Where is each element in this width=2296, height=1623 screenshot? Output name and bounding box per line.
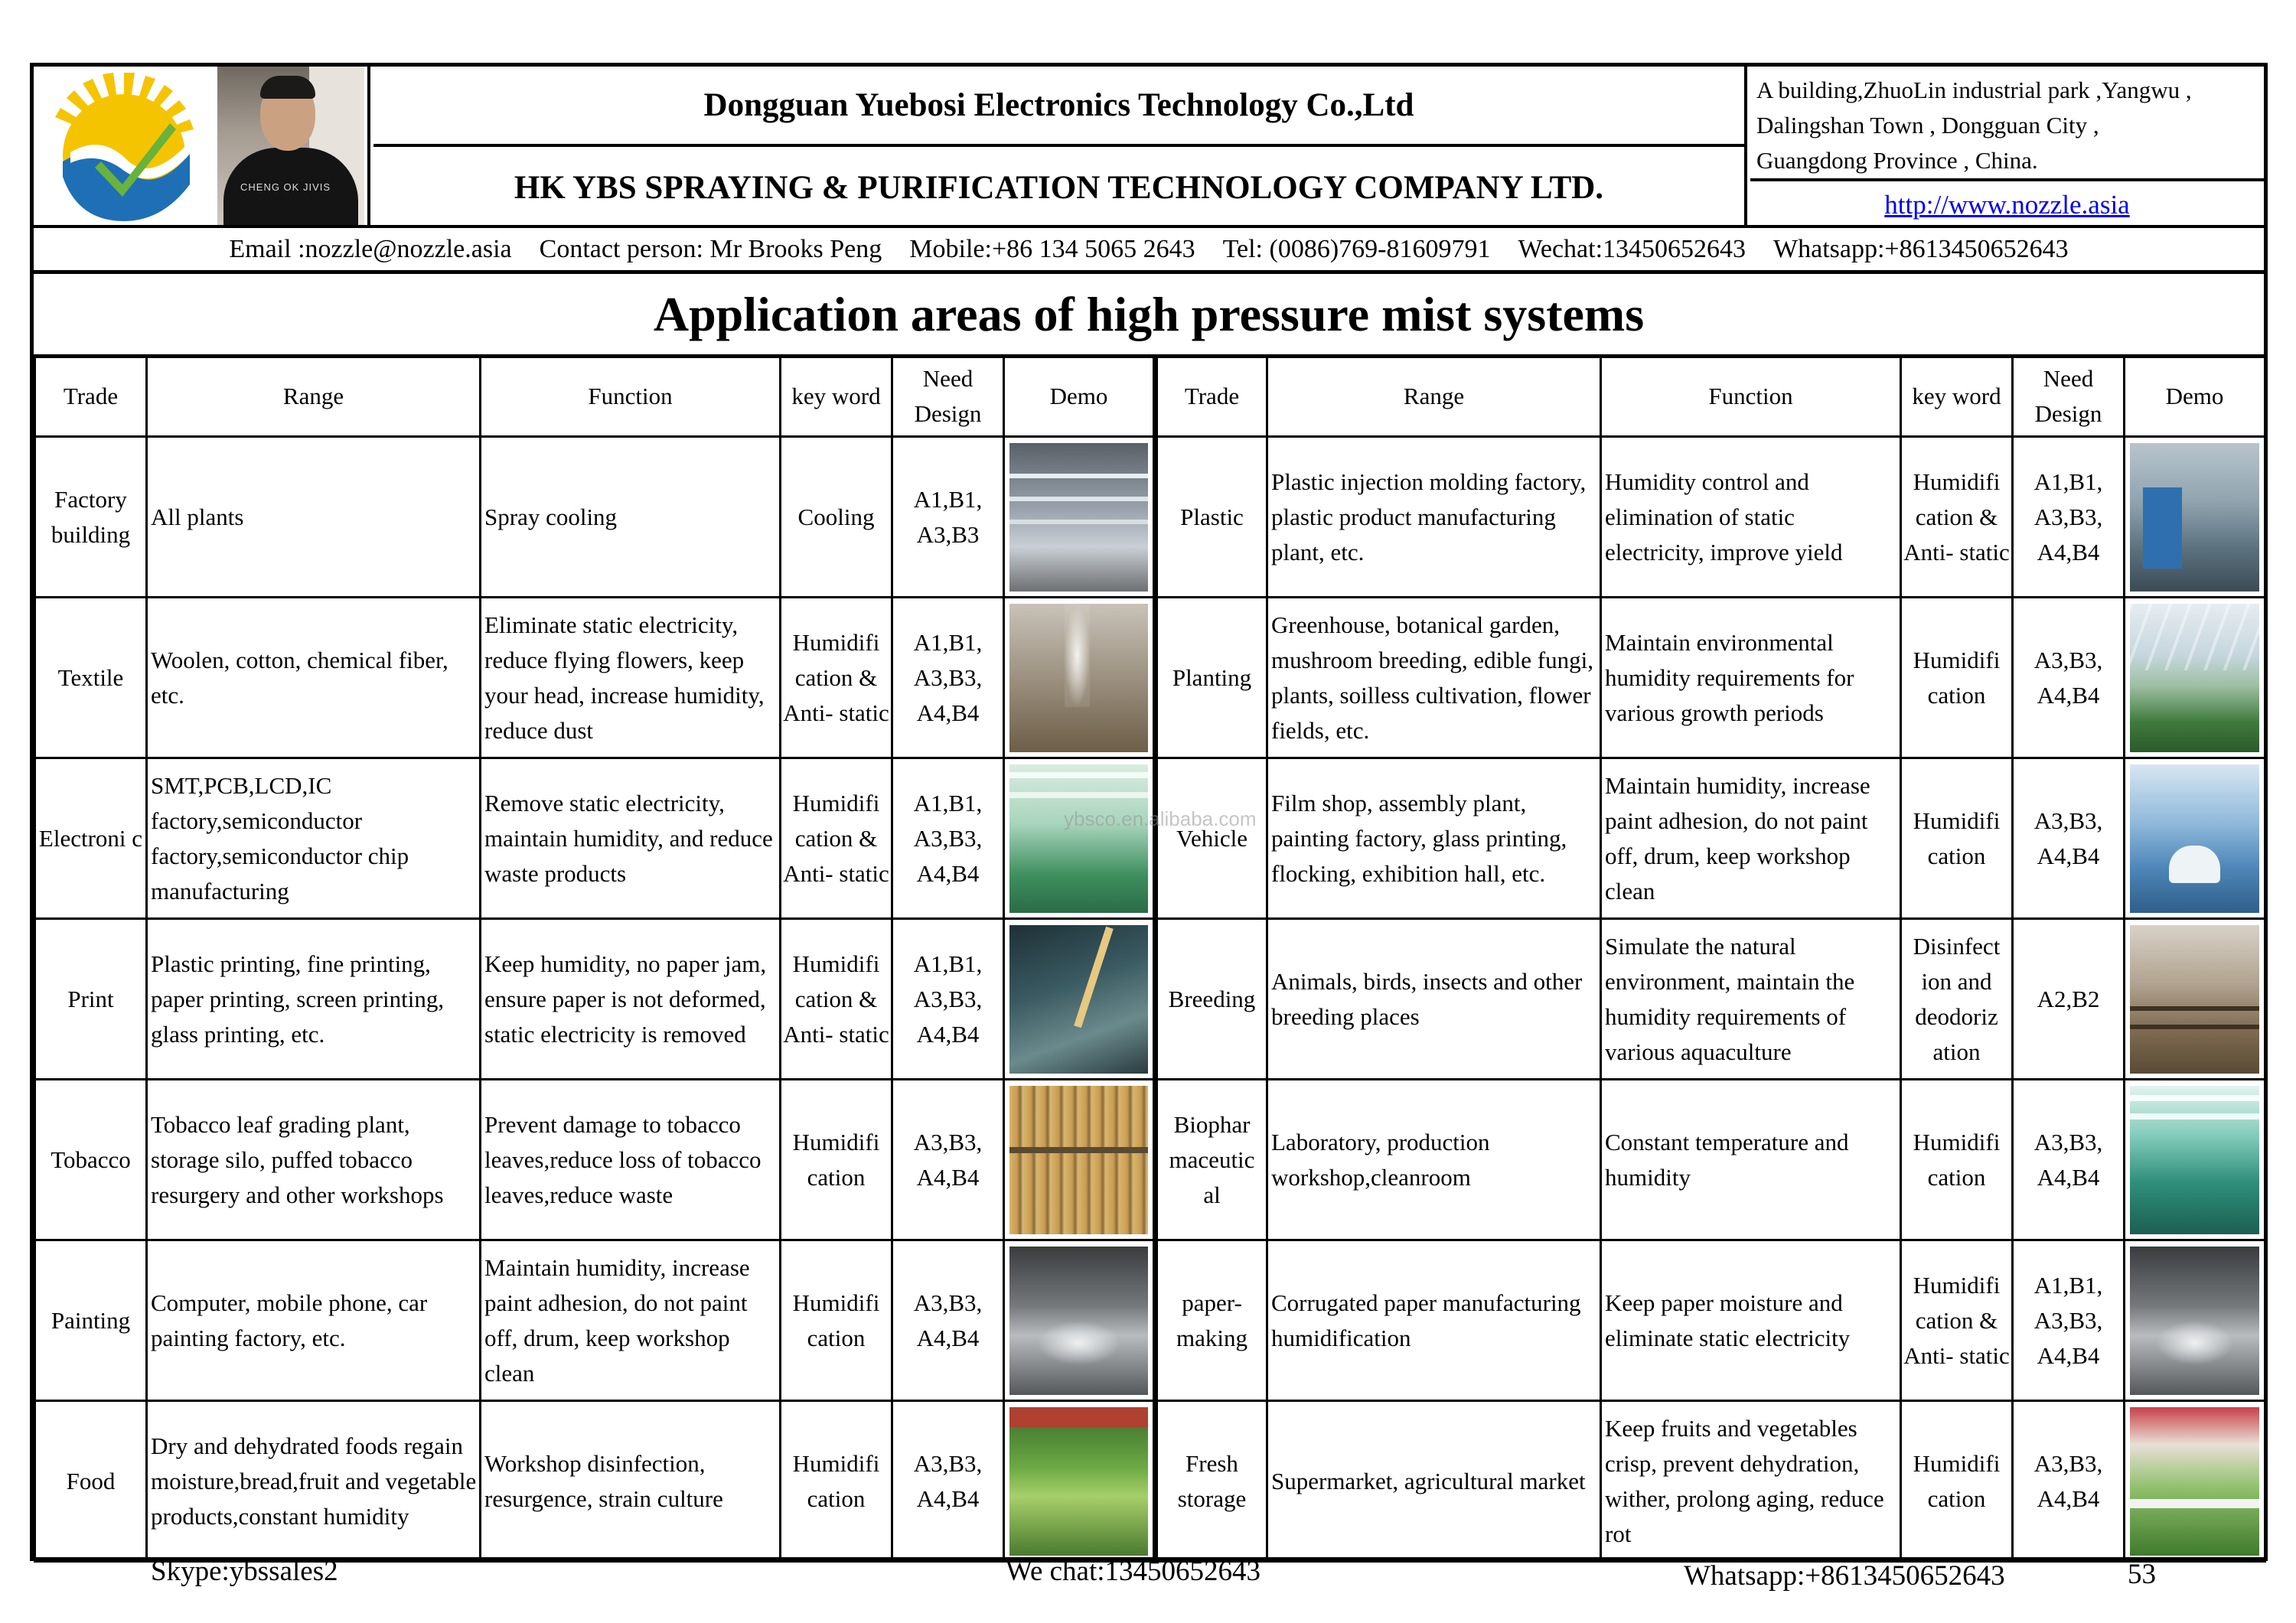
table-row: [35, 758, 2265, 919]
demo-cell: [2125, 919, 2265, 1080]
painting-photo-icon: [1009, 1247, 1148, 1395]
keyword-cell: Humidifi cation: [1901, 758, 2013, 919]
print-photo-icon: [1009, 925, 1148, 1074]
demo-cell: [1004, 919, 1156, 1080]
design-cell: A1,B1, A3,B3, A4,B4: [892, 919, 1004, 1080]
design-cell: A3,B3, A4,B4: [892, 1240, 1004, 1401]
contact-person-photo: [217, 67, 364, 225]
function-cell: Workshop disinfection, resurgence, strain culture: [481, 1401, 781, 1562]
range-cell: Laboratory, production workshop,cleanroom: [1267, 1080, 1601, 1240]
contact-bar: [34, 228, 2264, 274]
demo-cell: [1004, 437, 1156, 598]
company-name-hk: HK YBS SPRAYING & PURIFICATION TECHNOLOGY COMPANY LTD.: [373, 147, 1747, 228]
design-cell: A3,B3, A4,B4: [892, 1080, 1004, 1240]
trade-cell: Print: [35, 919, 147, 1080]
design-cell: A3,B3, A4,B4: [2013, 1080, 2125, 1240]
header-design: Need Design: [892, 356, 1004, 437]
demo-cell: [2125, 1080, 2265, 1240]
header-demo: Demo: [1004, 356, 1156, 437]
header-function: Function: [1601, 356, 1901, 437]
function-cell: Keep fruits and vegetables crisp, prevent dehydration, wither, prolong aging, reduce rot: [1601, 1401, 1901, 1562]
function-cell: Humidity control and elimination of static electricity, improve yield: [1601, 437, 1901, 598]
function-cell: Constant temperature and humidity: [1601, 1080, 1901, 1240]
header-trade: Trade: [1156, 356, 1267, 437]
company-address: [1750, 67, 2264, 181]
tobacco-photo-icon: [1009, 1086, 1148, 1234]
trade-cell: Factory building: [35, 437, 147, 598]
company-logo-icon: [47, 70, 201, 223]
trade-cell: Food: [35, 1401, 147, 1562]
trade-cell: Textile: [35, 598, 147, 758]
application-table: [34, 354, 2266, 1563]
function-cell: Keep humidity, no paper jam, ensure paper is not deformed, static electricity is removed: [481, 919, 781, 1080]
table-row: [35, 1080, 2265, 1240]
website-link[interactable]: http://www.nozzle.asia: [1884, 189, 2130, 220]
range-cell: Computer, mobile phone, car painting factory, etc.: [147, 1240, 481, 1401]
keyword-cell: Humidifi cation: [1901, 1080, 2013, 1240]
trade-cell: Fresh storage: [1156, 1401, 1267, 1562]
breeding-photo-icon: [2130, 925, 2259, 1074]
table-row: [35, 1240, 2265, 1401]
trade-cell: Electroni c: [35, 758, 147, 919]
function-cell: Simulate the natural environment, maintain the humidity requirements of various aquaculture: [1601, 919, 1901, 1080]
demo-cell: [2125, 1240, 2265, 1401]
trade-cell: paper- making: [1156, 1240, 1267, 1401]
range-cell: Corrugated paper manufacturing humidification: [1267, 1240, 1601, 1401]
header-function: Function: [481, 356, 781, 437]
page-number: 53: [2128, 1559, 2156, 1590]
range-cell: Plastic injection molding factory, plastic product manufacturing plant, etc.: [1267, 437, 1601, 598]
footer-skype: Skype:ybssales2: [151, 1556, 338, 1587]
trade-cell: Breeding: [1156, 919, 1267, 1080]
food-photo-icon: [1009, 1407, 1148, 1556]
table-row: [35, 1401, 2265, 1562]
demo-cell: [1004, 598, 1156, 758]
keyword-cell: Humidifi cation & Anti- static: [781, 758, 892, 919]
trade-cell: Plastic: [1156, 437, 1267, 598]
factory-photo-icon: [1009, 443, 1148, 592]
range-cell: Greenhouse, botanical garden, mushroom breeding, edible fungi, plants, soilless cultivation, flower fields, etc.: [1267, 598, 1601, 758]
keyword-cell: Humidifi cation & Anti- static: [1901, 1240, 2013, 1401]
design-cell: A1,B1, A3,B3: [892, 437, 1004, 598]
plastic-photo-icon: [2130, 443, 2259, 592]
demo-cell: [2125, 758, 2265, 919]
header-keyword: key word: [781, 356, 892, 437]
header-keyword: key word: [1901, 356, 2013, 437]
keyword-cell: Humidifi cation: [781, 1401, 892, 1562]
header-design: Need Design: [2013, 356, 2125, 437]
trade-cell: Painting: [35, 1240, 147, 1401]
function-cell: Maintain humidity, increase paint adhesion, do not paint off, drum, keep workshop clean: [481, 1240, 781, 1401]
range-cell: Film shop, assembly plant, painting factory, glass printing, flocking, exhibition hall, etc.: [1267, 758, 1601, 919]
range-cell: Woolen, cotton, chemical fiber, etc.: [147, 598, 481, 758]
contact-tel: Tel: (0086)769-81609791: [1222, 234, 1491, 263]
demo-cell: [1004, 1080, 1156, 1240]
contact-whatsapp: Whatsapp:+8613450652643: [1773, 234, 2069, 263]
range-cell: Plastic printing, fine printing, paper printing, screen printing, glass printing, etc.: [147, 919, 481, 1080]
demo-cell: [1004, 758, 1156, 919]
watermark: ybsco.en.alibaba.com: [1064, 807, 1257, 830]
function-cell: Prevent damage to tobacco leaves,reduce loss of tobacco leaves,reduce waste: [481, 1080, 781, 1240]
keyword-cell: Humidifi cation: [1901, 1401, 2013, 1562]
keyword-cell: Disinfect ion and deodoriz ation: [1901, 919, 2013, 1080]
demo-cell: [2125, 1401, 2265, 1562]
design-cell: A1,B1, A3,B3, A4,B4: [2013, 437, 2125, 598]
keyword-cell: Humidifi cation & Anti- static: [781, 919, 892, 1080]
function-cell: Eliminate static electricity, reduce flying flowers, keep your head, increase humidity, reduce dust: [481, 598, 781, 758]
keyword-cell: Cooling: [781, 437, 892, 598]
table-header-row: [35, 356, 2265, 437]
address-line: Dalingshan Town , Dongguan City ,: [1756, 112, 2099, 139]
design-cell: A3,B3, A4,B4: [2013, 598, 2125, 758]
demo-cell: [2125, 598, 2265, 758]
vehicle-photo-icon: [2130, 764, 2259, 913]
design-cell: A1,B1, A3,B3, A4,B4: [892, 598, 1004, 758]
contact-person: Contact person: Mr Brooks Peng: [539, 234, 882, 263]
table-row: [35, 598, 2265, 758]
function-cell: Remove static electricity, maintain humidity, and reduce waste products: [481, 758, 781, 919]
demo-cell: [2125, 437, 2265, 598]
range-cell: SMT,PCB,LCD,IC factory,semiconductor factory,semiconductor chip manufacturing: [147, 758, 481, 919]
keyword-cell: Humidifi cation & Anti- static: [1901, 437, 2013, 598]
company-name-cn: Dongguan Yuebosi Electronics Technology Co.,Ltd: [373, 67, 1747, 147]
letterhead: [34, 67, 2264, 228]
range-cell: All plants: [147, 437, 481, 598]
footer-wechat: We chat:13450652643: [1006, 1556, 1261, 1587]
trade-cell: Vehicle: [1156, 758, 1267, 919]
planting-photo-icon: [2130, 604, 2259, 752]
fresh-storage-photo-icon: [2130, 1407, 2259, 1556]
header-demo: Demo: [2125, 356, 2265, 437]
demo-cell: [1004, 1240, 1156, 1401]
keyword-cell: Humidifi cation: [1901, 598, 2013, 758]
page-title: Application areas of high pressure mist systems: [34, 274, 2264, 358]
design-cell: A1,B1, A3,B3, A4,B4: [892, 758, 1004, 919]
keyword-cell: Humidifi cation: [781, 1240, 892, 1401]
textile-photo-icon: [1009, 604, 1148, 752]
trade-cell: Biophar maceutic al: [1156, 1080, 1267, 1240]
logo-cell: [34, 67, 370, 228]
contact-mobile: Mobile:+86 134 5065 2643: [909, 234, 1195, 263]
function-cell: Spray cooling: [481, 437, 781, 598]
table-row: [35, 437, 2265, 598]
trade-cell: Planting: [1156, 598, 1267, 758]
footer-whatsapp: Whatsapp:+8613450652643: [1684, 1560, 2005, 1592]
header-trade: Trade: [35, 356, 147, 437]
function-cell: Maintain humidity, increase paint adhesion, do not paint off, drum, keep workshop clean: [1601, 758, 1901, 919]
function-cell: Maintain environmental humidity requirements for various growth periods: [1601, 598, 1901, 758]
header-range: Range: [1267, 356, 1601, 437]
trade-cell: Tobacco: [35, 1080, 147, 1240]
demo-cell: [1004, 1401, 1156, 1562]
biopharma-photo-icon: [2130, 1086, 2259, 1234]
design-cell: A2,B2: [2013, 919, 2125, 1080]
keyword-cell: Humidifi cation: [781, 1080, 892, 1240]
electronic-photo-icon: [1009, 764, 1148, 913]
address-line: Guangdong Province , China.: [1756, 147, 2038, 174]
design-cell: A3,B3, A4,B4: [2013, 1401, 2125, 1562]
table-row: [35, 919, 2265, 1080]
range-cell: Animals, birds, insects and other breeding places: [1267, 919, 1601, 1080]
range-cell: Tobacco leaf grading plant, storage silo, puffed tobacco resurgery and other workshops: [147, 1080, 481, 1240]
address-line: A building,ZhuoLin industrial park ,Yangwu ,: [1756, 77, 2192, 103]
contact-email: Email :nozzle@nozzle.asia: [229, 234, 512, 263]
header-range: Range: [147, 356, 481, 437]
keyword-cell: Humidifi cation & Anti- static: [781, 598, 892, 758]
design-cell: A3,B3, A4,B4: [2013, 758, 2125, 919]
range-cell: Supermarket, agricultural market: [1267, 1401, 1601, 1562]
design-cell: A1,B1, A3,B3, A4,B4: [2013, 1240, 2125, 1401]
shirt-print: CHENG OK JIVIS: [240, 181, 331, 193]
papermaking-photo-icon: [2130, 1247, 2259, 1395]
range-cell: Dry and dehydrated foods regain moisture,bread,fruit and vegetable products,constant humidity: [147, 1401, 481, 1562]
design-cell: A3,B3, A4,B4: [892, 1401, 1004, 1562]
contact-wechat: Wechat:13450652643: [1518, 234, 1746, 263]
function-cell: Keep paper moisture and eliminate static electricity: [1601, 1240, 1901, 1401]
